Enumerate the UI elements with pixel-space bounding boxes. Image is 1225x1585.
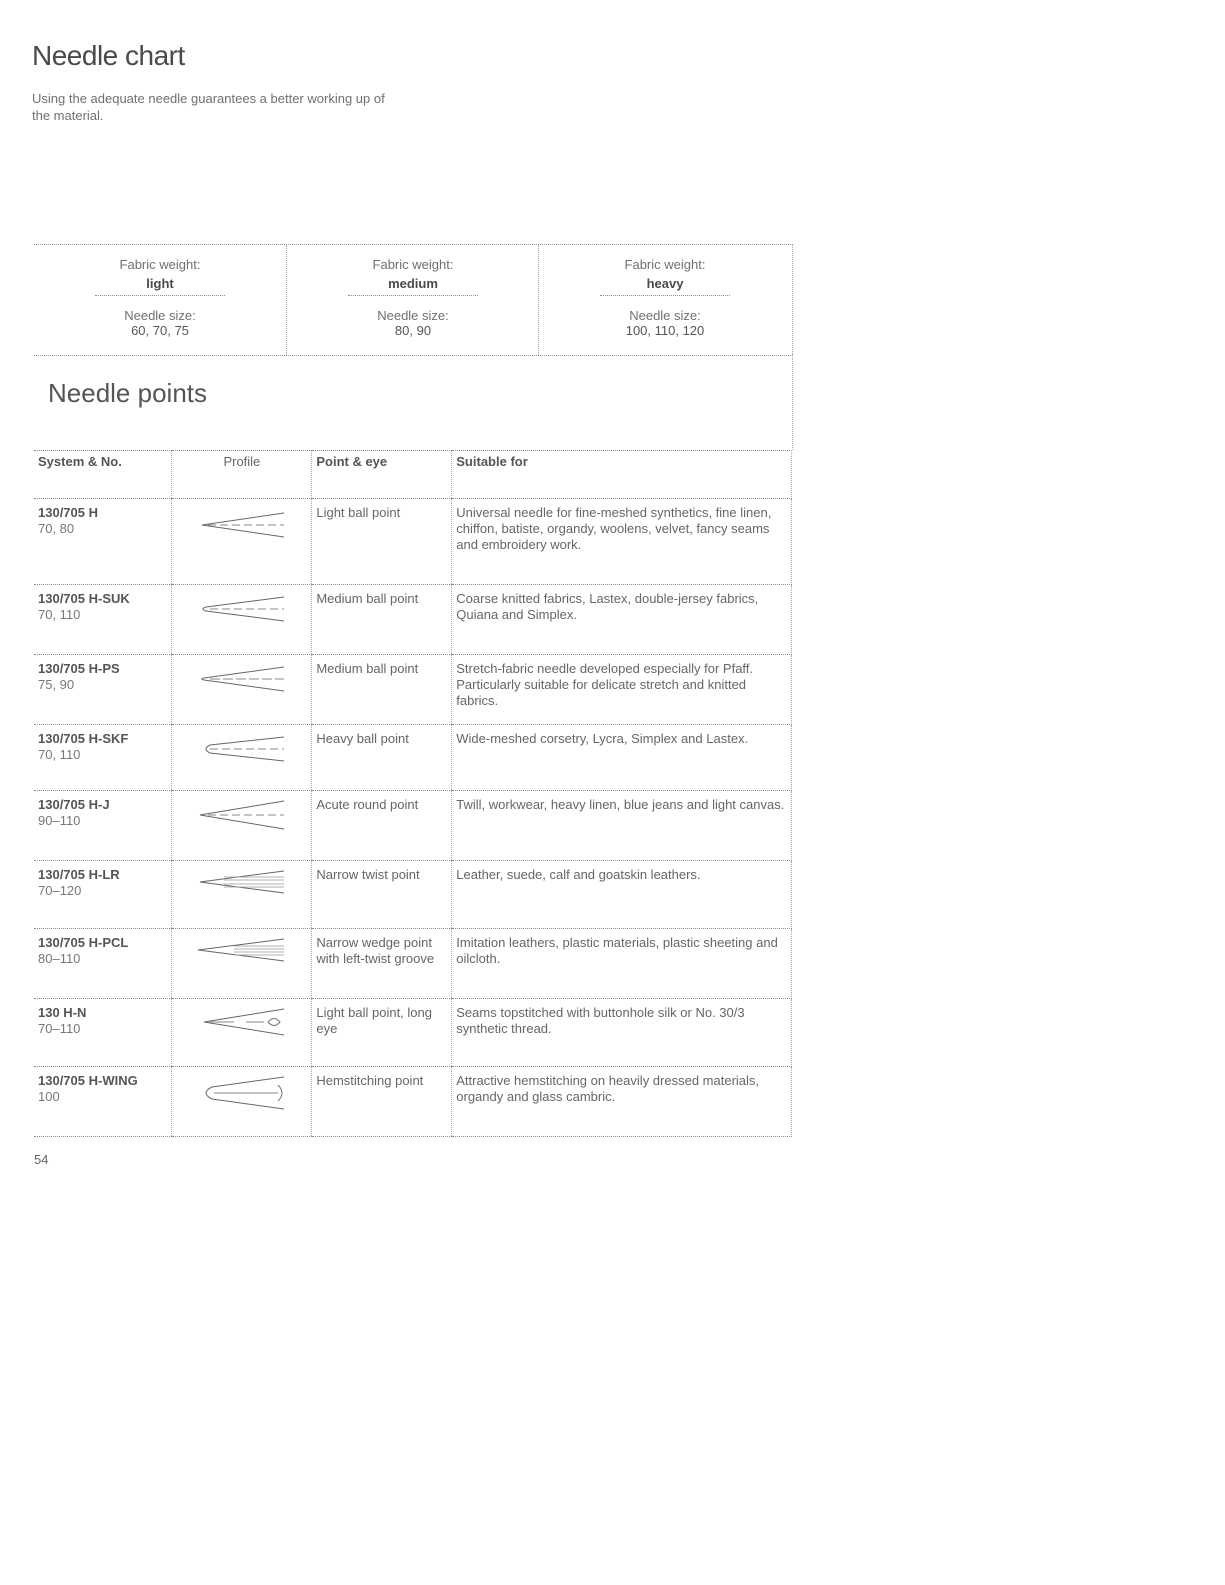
suitable-cell: Leather, suede, calf and goatskin leathers. [452, 861, 792, 929]
system-sizes: 70, 80 [38, 521, 75, 536]
table-row [34, 929, 792, 999]
system-cell [34, 585, 172, 655]
fabric-weight-value: heavy [600, 276, 730, 296]
header-system: System & No. [34, 451, 172, 499]
suitable-cell: Imitation leathers, plastic materials, plastic sheeting and oilcloth. [452, 929, 792, 999]
fabric-weight-light [34, 245, 286, 355]
system-cell [34, 725, 172, 791]
page-number: 54 [34, 1152, 49, 1167]
fabric-weight-label: Fabric weight: [372, 257, 454, 272]
needle-size-label: Needle size: [377, 308, 449, 323]
fabric-weight-value: medium [348, 276, 478, 296]
suitable-cell: Attractive hemstitching on heavily dressed materials, organdy and glass cambric. [452, 1067, 792, 1137]
point-cell: Light ball point [312, 499, 452, 585]
needle-size-label: Needle size: [124, 308, 196, 323]
system-cell [34, 791, 172, 861]
header-point: Point & eye [312, 451, 452, 499]
profile-cell [172, 861, 312, 929]
table-row [34, 725, 792, 791]
table-row [34, 861, 792, 929]
needle-wing-icon [194, 1073, 290, 1113]
needle-points-table [34, 450, 792, 1137]
system-cell [34, 999, 172, 1067]
needle-twist-icon [194, 867, 290, 897]
system-cell [34, 929, 172, 999]
system-number: 130/705 H-LR [38, 867, 120, 882]
suitable-cell: Wide-meshed corsetry, Lycra, Simplex and Lastex. [452, 725, 792, 791]
needle-size-value: 100, 110, 120 [625, 323, 705, 338]
table-row [34, 655, 792, 725]
system-sizes: 70–110 [38, 1021, 81, 1036]
fabric-weight-medium [286, 245, 539, 355]
profile-cell [172, 929, 312, 999]
system-number: 130/705 H [38, 505, 98, 520]
needle-long-eye-icon [194, 1005, 290, 1039]
table-row [34, 791, 792, 861]
profile-cell [172, 1067, 312, 1137]
profile-cell [172, 791, 312, 861]
suitable-cell: Coarse knitted fabrics, Lastex, double-jersey fabrics, Quiana and Simplex. [452, 585, 792, 655]
point-cell: Medium ball point [312, 585, 452, 655]
point-cell: Hemstitching point [312, 1067, 452, 1137]
point-cell: Heavy ball point [312, 725, 452, 791]
needle-light-ball-icon [194, 505, 290, 545]
point-cell: Medium ball point [312, 655, 452, 725]
suitable-cell: Seams topstitched with buttonhole silk or No. 30/3 synthetic thread. [452, 999, 792, 1067]
system-number: 130 H-N [38, 1005, 87, 1020]
system-cell [34, 861, 172, 929]
system-cell [34, 1067, 172, 1137]
section-frame [792, 354, 793, 450]
system-number: 130/705 H-WING [38, 1073, 138, 1088]
fabric-weight-heavy [538, 245, 791, 355]
page-title: Needle chart [32, 40, 185, 71]
point-cell: Acute round point [312, 791, 452, 861]
fabric-weight-table [34, 244, 793, 356]
suitable-cell: Twill, workwear, heavy linen, blue jeans and light canvas. [452, 791, 792, 861]
fabric-weight-label: Fabric weight: [624, 257, 706, 272]
system-sizes: 90–110 [38, 813, 81, 828]
needle-medium-ball-icon [194, 591, 290, 627]
intro-text: Using the adequate needle guarantees a better working up of the material. [32, 91, 385, 123]
point-cell: Narrow wedge point with left-twist groove [312, 929, 452, 999]
header-suitable: Suitable for [452, 451, 792, 499]
suitable-cell: Universal needle for fine-meshed synthetics, fine linen, chiffon, batiste, organdy, woolens, velvet, fancy seams and embroidery work. [452, 499, 792, 585]
table-row [34, 1067, 792, 1137]
profile-cell [172, 725, 312, 791]
system-number: 130/705 H-PS [38, 661, 120, 676]
fabric-weight-label: Fabric weight: [119, 257, 201, 272]
needle-heavy-ball-icon [194, 731, 290, 767]
system-number: 130/705 H-SKF [38, 731, 129, 746]
suitable-cell: Stretch-fabric needle developed especially for Pfaff. Particularly suitable for delicate stretch and knitted fabrics. [452, 655, 792, 725]
system-number: 130/705 H-SUK [38, 591, 130, 606]
needle-stretch-icon [194, 661, 290, 697]
profile-cell [172, 655, 312, 725]
needle-size-value: 80, 90 [394, 323, 432, 338]
system-sizes: 100 [38, 1089, 60, 1104]
profile-cell [172, 499, 312, 585]
system-cell [34, 655, 172, 725]
system-sizes: 70, 110 [38, 747, 81, 762]
system-number: 130/705 H-PCL [38, 935, 129, 950]
needle-acute-icon [194, 797, 290, 833]
profile-cell [172, 999, 312, 1067]
point-cell: Light ball point, long eye [312, 999, 452, 1067]
system-sizes: 75, 90 [38, 677, 75, 692]
table-header-row [34, 451, 792, 499]
system-cell [34, 499, 172, 585]
table-row [34, 585, 792, 655]
table-row [34, 999, 792, 1067]
profile-cell [172, 585, 312, 655]
table-row [34, 499, 792, 585]
needle-wedge-icon [194, 935, 290, 965]
header-profile: Profile [172, 451, 312, 499]
system-sizes: 80–110 [38, 951, 81, 966]
system-sizes: 70–120 [38, 883, 82, 898]
system-sizes: 70, 110 [38, 607, 81, 622]
system-number: 130/705 H-J [38, 797, 110, 812]
needle-size-value: 60, 70, 75 [131, 323, 189, 338]
fabric-weight-value: light [95, 276, 225, 296]
point-cell: Narrow twist point [312, 861, 452, 929]
needle-size-label: Needle size: [629, 308, 701, 323]
section-title: Needle points [48, 378, 207, 408]
